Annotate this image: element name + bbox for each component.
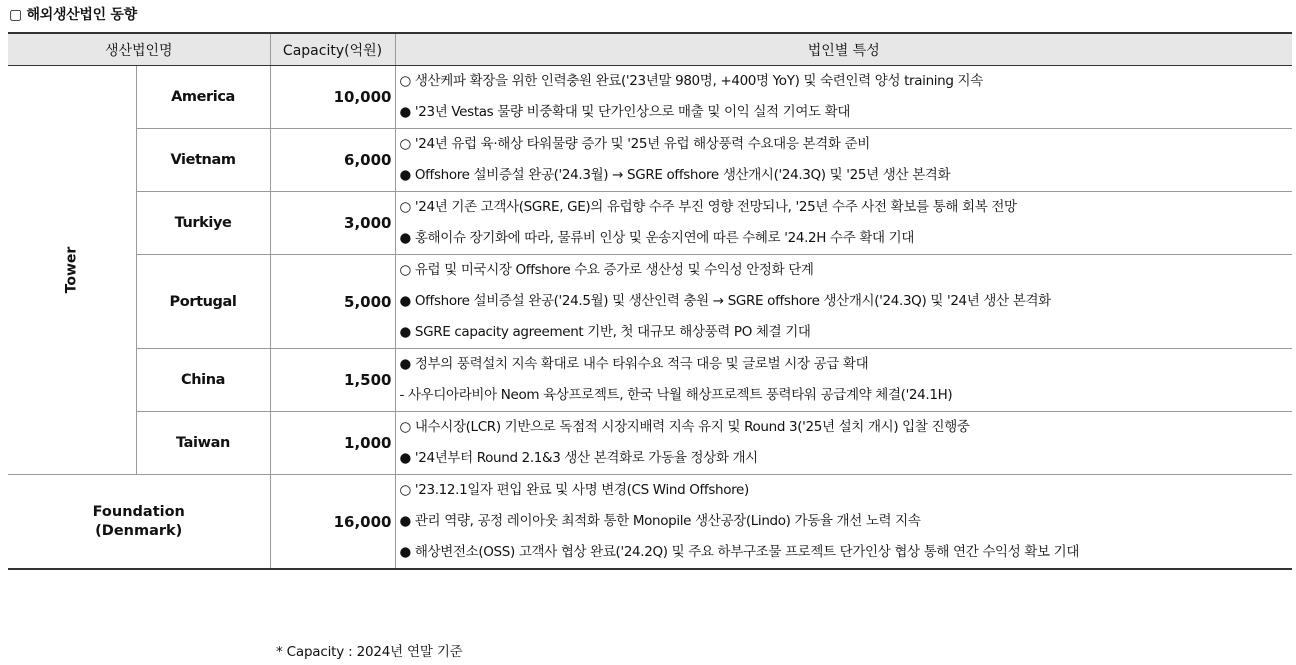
capacity-value: 3,000	[270, 192, 395, 255]
table-row	[8, 66, 1292, 129]
entity-name: Vietnam	[136, 129, 270, 192]
entity-name: China	[136, 349, 270, 412]
table-header-row	[8, 33, 1292, 66]
entity-name: Portugal	[136, 255, 270, 349]
tower-group-cell	[8, 66, 136, 475]
capacity-value: 5,000	[270, 255, 395, 349]
feature-line: ○ 유럽 및 미국시장 Offshore 수요 증가로 생산성 및 수익성 안정화 단계	[399, 262, 814, 278]
features-cell	[395, 66, 1292, 129]
feature-line: ○ '24년 기존 고객사(SGRE, GE)의 유럽향 수주 부진 영향 전망되나, '25년 수주 사전 확보를 통해 회복 전망	[399, 199, 1017, 215]
feature-line: ● 해상변전소(OSS) 고객사 협상 완료('24.2Q) 및 주요 하부구조물 프로젝트 단가인상 협상 통해 연간 수익성 확보 기대	[399, 544, 1080, 560]
overseas-subsidiaries-table	[8, 32, 1292, 570]
capacity-value: 1,500	[270, 349, 395, 412]
feature-line: ● Offshore 설비증설 완공('24.5월) 및 생산인력 충원 → SGRE offshore 생산개시('24.3Q) 및 '24년 생산 본격화	[399, 293, 1051, 309]
capacity-value: 16,000	[270, 475, 395, 570]
feature-line: ○ 생산케파 확장을 위한 인력충원 완료('23년말 980명, +400명 YoY) 및 숙련인력 양성 training 지속	[399, 73, 983, 89]
header-entity: 생산법인명	[8, 33, 270, 66]
header-features: 법인별 특성	[395, 33, 1292, 66]
features-cell	[395, 129, 1292, 192]
table-row	[8, 349, 1292, 412]
table-row	[8, 475, 1292, 570]
feature-line: ● '23년 Vestas 물량 비중확대 및 단가인상으로 매출 및 이익 실적 기여도 확대	[399, 104, 851, 120]
feature-line: ● 홍해이슈 장기화에 따라, 물류비 인상 및 운송지연에 따른 수혜로 '24.2H 수주 확대 기대	[399, 230, 915, 246]
feature-line: - 사우디아라비아 Neom 육상프로젝트, 한국 낙월 해상프로젝트 풍력타워 공급계약 체결('24.1H)	[399, 387, 953, 403]
capacity-value: 10,000	[270, 66, 395, 129]
section-title: ▢ 해외생산법인 동향	[9, 7, 137, 23]
foundation-name-cell	[8, 475, 270, 570]
feature-line: ○ '23.12.1일자 편입 완료 및 사명 변경(CS Wind Offshore)	[399, 482, 749, 498]
features-cell	[395, 412, 1292, 475]
header-capacity: Capacity(억원)	[270, 33, 395, 66]
feature-line: ● Offshore 설비증설 완공('24.3월) → SGRE offshore 생산개시('24.3Q) 및 '25년 생산 본격화	[399, 167, 951, 183]
feature-line: ● 관리 역량, 공정 레이아웃 최적화 통한 Monopile 생산공장(Lindo) 가동율 개선 노력 지속	[399, 513, 921, 529]
foundation-location: (Denmark)	[95, 522, 183, 539]
features-cell	[395, 255, 1292, 349]
table-row	[8, 255, 1292, 349]
feature-line: ● '24년부터 Round 2.1&3 생산 본격화로 가동율 정상화 개시	[399, 450, 758, 466]
table-row	[8, 192, 1292, 255]
features-cell	[395, 349, 1292, 412]
feature-line: ● SGRE capacity agreement 기반, 첫 대규모 해상풍력 PO 체결 기대	[399, 324, 811, 340]
entity-name: Turkiye	[136, 192, 270, 255]
foundation-name: Foundation	[92, 503, 185, 520]
capacity-value: 1,000	[270, 412, 395, 475]
feature-line: ○ '24년 유럽 육·해상 타워물량 증가 및 '25년 유럽 해상풍력 수요대응 본격화 준비	[399, 136, 870, 152]
table-row	[8, 412, 1292, 475]
entity-name: America	[136, 66, 270, 129]
tower-label: Tower	[63, 246, 80, 294]
capacity-footnote: * Capacity : 2024년 연말 기준	[276, 644, 463, 660]
entity-name: Taiwan	[136, 412, 270, 475]
capacity-value: 6,000	[270, 129, 395, 192]
feature-line: ○ 내수시장(LCR) 기반으로 독점적 시장지배력 지속 유지 및 Round 3('25년 설치 개시) 입찰 진행중	[399, 419, 970, 435]
features-cell	[395, 192, 1292, 255]
feature-line: ● 정부의 풍력설치 지속 확대로 내수 타워수요 적극 대응 및 글로벌 시장 공급 확대	[399, 356, 869, 372]
features-cell	[395, 475, 1292, 570]
table-row	[8, 129, 1292, 192]
